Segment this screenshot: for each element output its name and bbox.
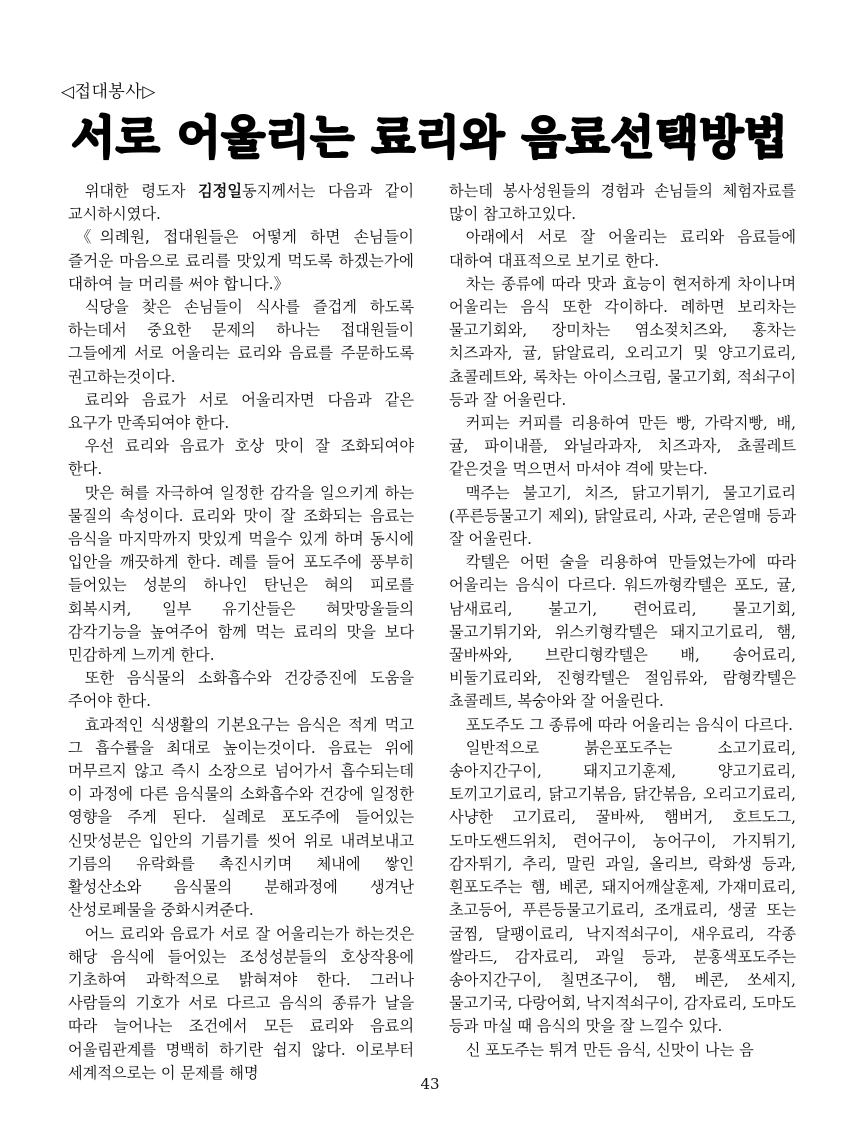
paragraph: [68, 180, 414, 226]
text-span: 위대한 령도자: [84, 182, 199, 200]
paragraph: 차는 종류에 따라 맛과 효능이 현저하게 차이나며 어울리는 음식 또한 각이하다. 례하면 보리차는 물고기회와, 장미차는 염소젖치즈와, 홍차는 치즈과자, 귤, 닭알료리, 오리고기 및 양고기료리, 쵸콜레트와, 록차는 아이스크림, 물고기회, 적쇠구이 등과 잘 어울린다.: [449, 274, 796, 409]
paragraph: 우선 료리와 음료가 호상 맛이 잘 조화되여야 한다.: [68, 437, 414, 479]
paragraph: 맛은 혀를 자극하여 일정한 감각을 일으키게 하는 물질의 속성이다. 료리와 맛이 잘 조화되는 음료는 음식을 마지막까지 맛있게 먹을수 있게 하며 동시에 입안을 깨끗하게 한다. 례를 들어 포도주에 풍부히 들어있는 성분의 하나인 탄닌은 혀의 피로를 회복시켜, 일부 유기산들은 혀맛망울들의 감각기능을 높여주어 함께 먹는 료리의 맛을 보다 민감하게 느끼게 한다.: [68, 483, 414, 665]
paragraph: 식당을 찾은 손님들이 식사를 즐겁게 하도록 하는데서 중요한 문제의 하나는 접대원들이 그들에게 서로 어울리는 료리와 음료를 주문하도록 권고하는것이다.: [68, 298, 414, 386]
paragraph: 효과적인 식생활의 기본요구는 음식은 적게 먹고 그 흡수률을 최대로 높이는것이다. 음료는 위에 머무르지 않고 즉시 소장으로 넘어가서 흡수되는데 이 과정에 다른 음식물의 소화흡수와 건강에 일정한 영향을 주게 된다. 실례로 포도주에 들어있는 신맛성분은 입안의 기름기를 씻어 위로 내려보내고 기름의 유락화를 촉진시키며 체내에 쌓인 활성산소와 음식물의 분해과정에 생겨난 산성로페물을 중화시켜준다.: [68, 715, 414, 920]
article-title: 서로 어울리는 료리와 음료선택방법: [71, 111, 789, 164]
paragraph-continuation: 하는데 봉사성원들의 경험과 손님들의 체험자료를 많이 참고하고있다.: [449, 182, 796, 224]
paragraph: 커피는 커피를 리용하여 만든 빵, 가락지빵, 배, 귤, 파이내플, 와닐라과자, 치즈과자, 쵸콜레트 같은것을 먹으면서 마셔야 격에 맞는다.: [449, 414, 796, 479]
paragraph: 신 포도주는 튀겨 만든 음식, 신맛이 나는 음: [465, 1040, 754, 1059]
paragraph: 아래에서 서로 잘 어울리는 료리와 음료들에 대하여 대표적으로 보기로 한다.: [449, 228, 796, 270]
paragraph: 맥주는 불고기, 치즈, 닭고기튀기, 물고기료리(푸른등물고기 제외), 닭알료리, 사과, 굳은열매 등과 잘 어울린다.: [449, 483, 796, 549]
paragraph: 칵텔은 어떤 술을 리용하여 만들었는가에 따라 어울리는 음식이 다르다. 워드까형칵텔은 포도, 귤, 남새료리, 불고기, 련어료리, 물고기회, 물고기튀기와, 위스키형칵텔은 돼지고기료리, 햄, 꿀바싸와, 브란디형칵텔은 배, 송어료리, 비둘기료리와, 진형칵텔은 절임류와, 람형칵텔은 쵸콜레트, 복숭아와 잘 어울린다.: [449, 553, 796, 711]
section-tag: ◁접대봉사▷: [61, 82, 156, 102]
quotation: 《의례원, 접대원들은 어떻게 하면 손님들이 즐거운 마음으로 료리를 맛있게 먹도록 하겠는가에 대하여 늘 머리를 써야 합니다.》: [68, 228, 414, 293]
paragraph: 또한 음식물의 소화흡수와 건강증진에 도움을 주어야 한다.: [68, 669, 414, 711]
left-column: [68, 180, 414, 1085]
paragraph: 포도주도 그 종류에 따라 어울리는 음식이 다르다.: [465, 715, 793, 734]
paragraph: 일반적으로 붉은포도주는 소고기료리, 송아지간구이, 돼지고기훈제, 양고기료리, 토끼고기료리, 닭고기볶음, 닭간볶음, 오리고기료리, 사냥한 고기료리, 꿀바싸, 햄버거, 호트도그, 도마도쌘드위치, 련어구이, 농어구이, 가지튀기, 감자튀기, 추리, 말린 과일, 올리브, 락화생 등과, 흰포도주는 햄, 베콘, 돼지어깨살훈제, 가재미료리, 초고등어, 푸른등물고기료리, 조개료리, 생굴 또는 굴찜, 달팽이료리, 낙지적쇠구이, 새우료리, 각종 쌀라드, 감자료리, 과일 등과, 분홍색포도주는 송아지간구이, 칠면조구이, 햄, 베콘, 쏘세지, 물고기국, 다랑어회, 낙지적쇠구이, 감자료리, 도마도 등과 마실 때 음식의 맛을 잘 느낄수 있다.: [449, 738, 796, 1036]
page-number: 43: [420, 1075, 440, 1093]
paragraph: 료리와 음료가 서로 어울리자면 다음과 같은 요구가 만족되여야 한다.: [68, 390, 414, 433]
paragraph: 어느 료리와 음료가 서로 잘 어울리는가 하는것은 해당 음식에 들어있는 조성성분들의 호상작용에 기초하여 과학적으로 밝혀져야 한다. 그러나 사람들의 기호가 서로 다르고 음식의 종류가 날을 따라 늘어나는 조건에서 모든 료리와 음료의 어울림관계를 명백히 하기란 쉽지 않다. 이로부터 세계적으로는 이 문제를 해명: [68, 924, 414, 1082]
leader-name: 김정일: [198, 182, 243, 200]
right-column: [449, 180, 796, 1062]
text-span: 동지께서는 다음과 같이 교시하시였다.: [68, 182, 414, 224]
